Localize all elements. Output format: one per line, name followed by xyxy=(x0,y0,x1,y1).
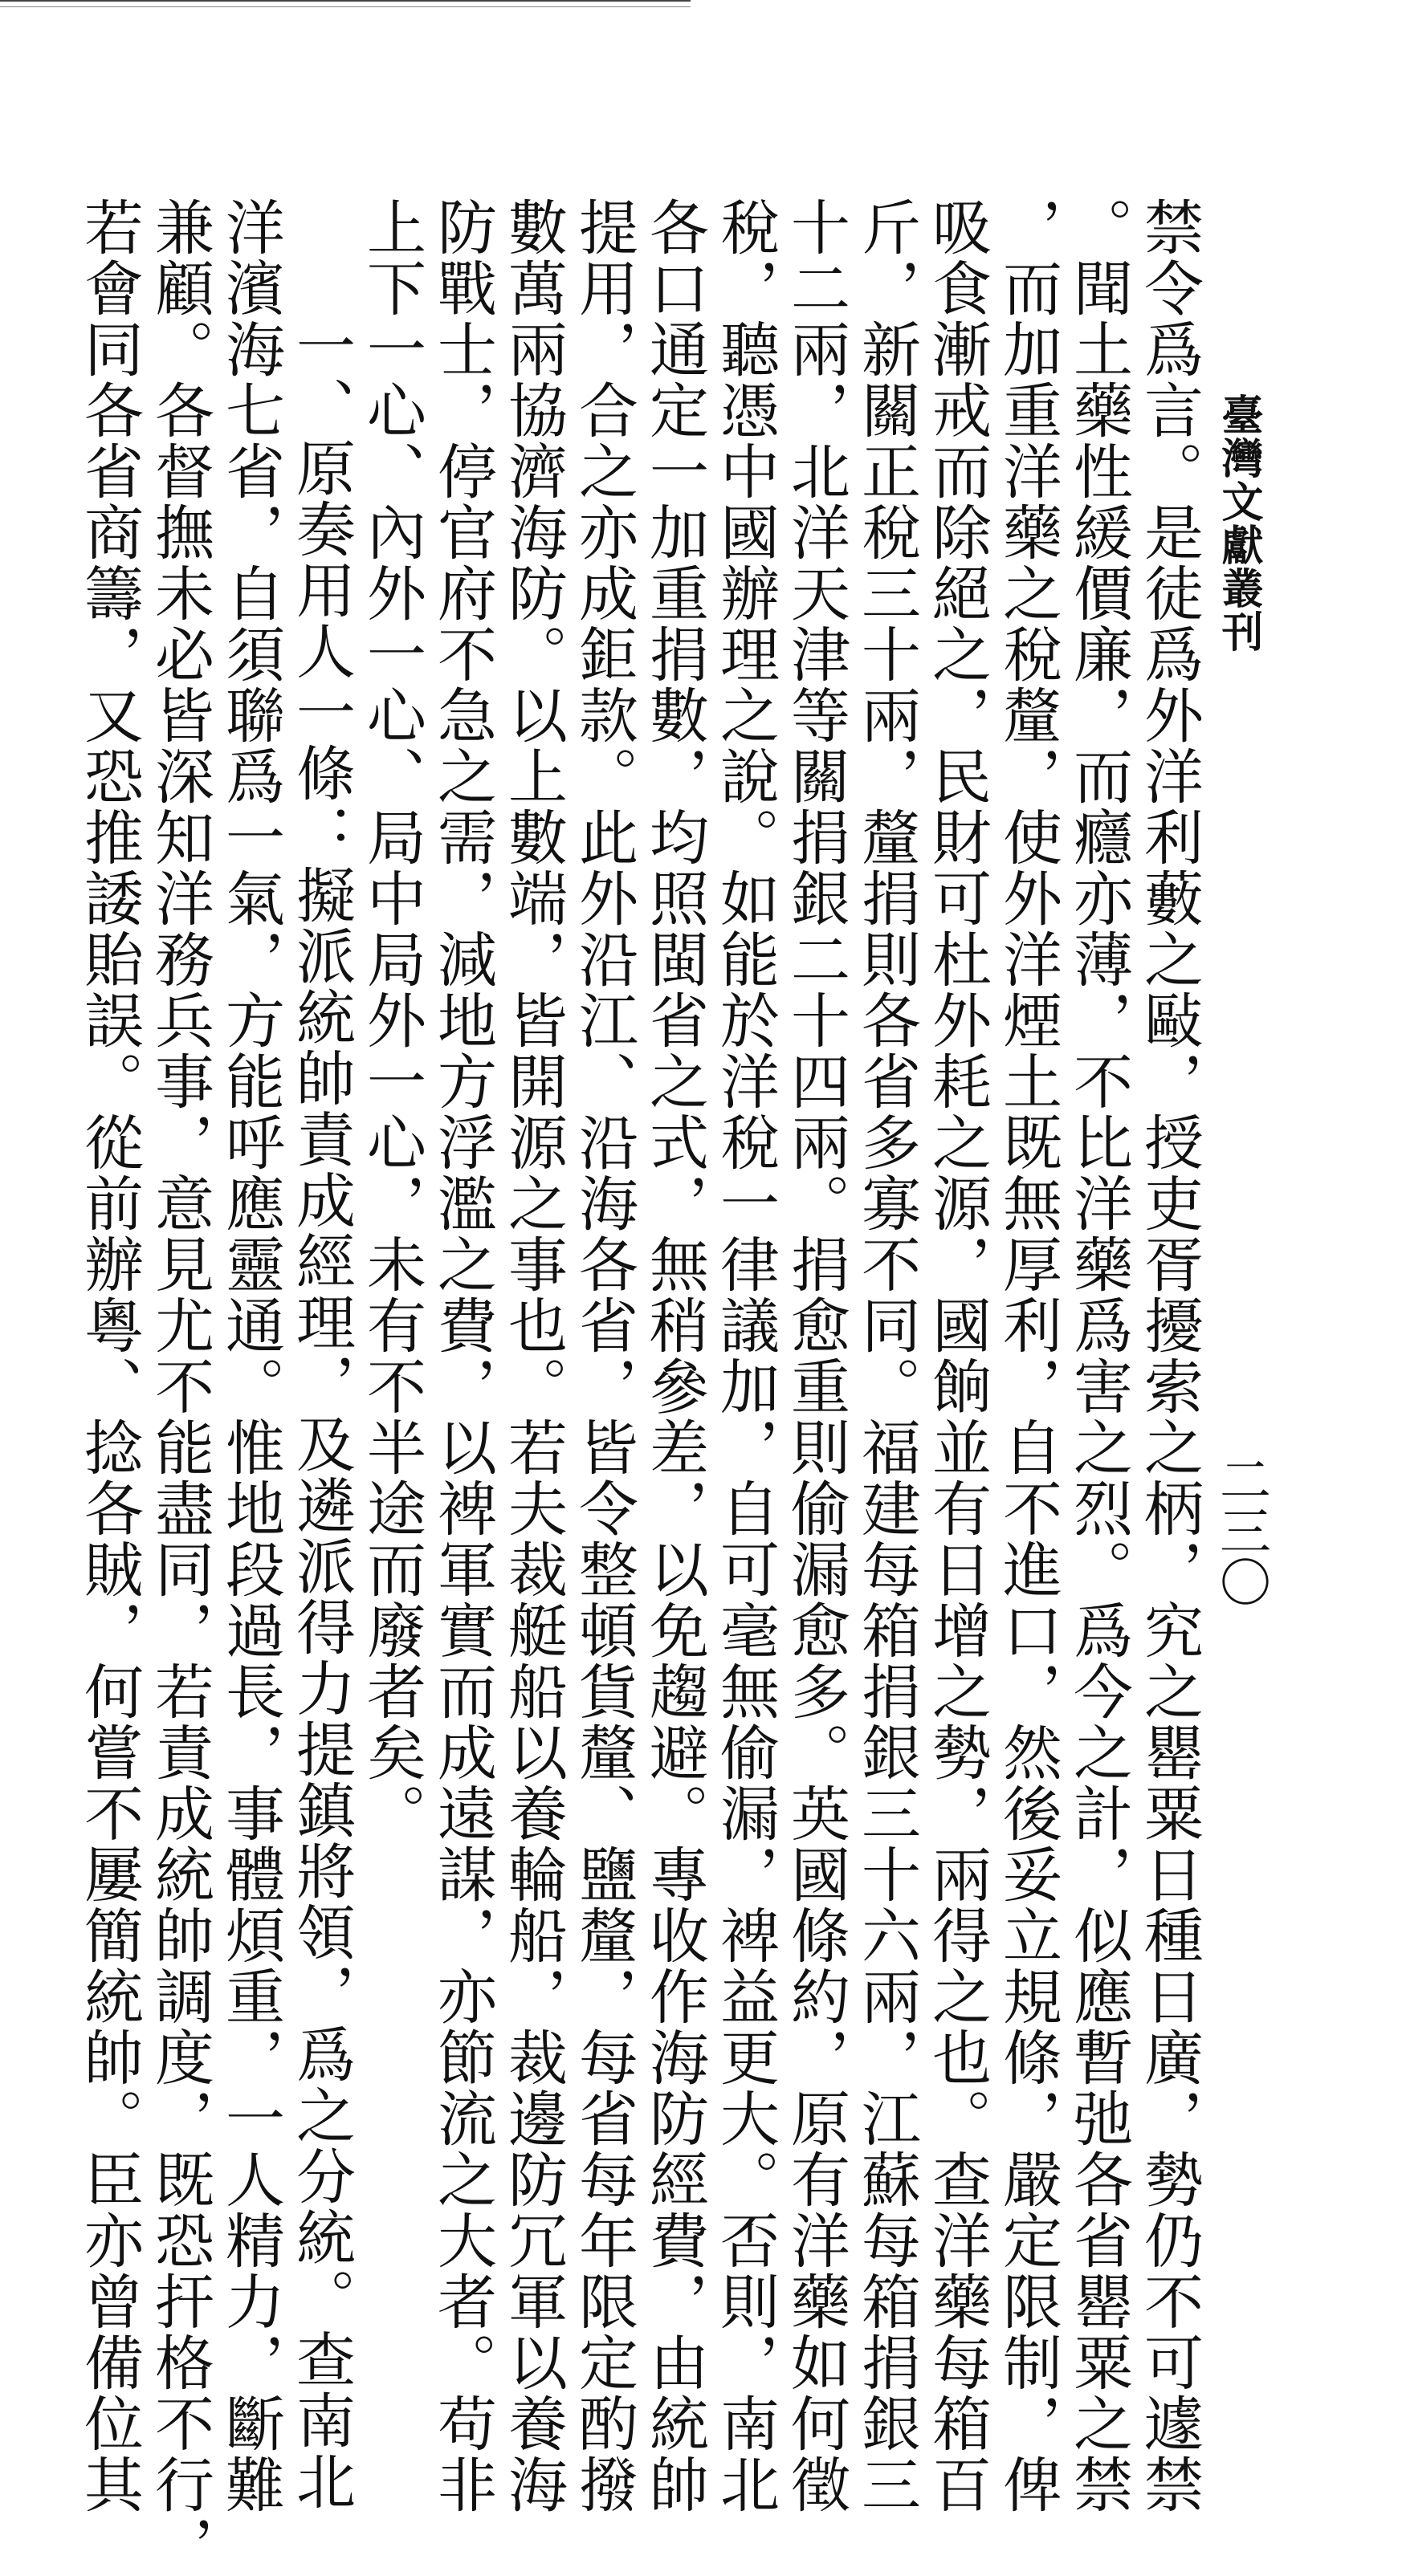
text-column: 上下一心、內外一心、局中局外一心，未有不半途而廢者矣。 xyxy=(357,197,426,1844)
text-column-item-start: 一、原奏用人一條：擬派統帥責成經理，及遴派得力提鎮將領，爲之分統。查南北 xyxy=(287,315,356,2512)
text-column: 。聞土藥性緩價廉，而癮亦薄，不比洋藥爲害之烈。爲今之計，似應暫弛各省罌粟之禁 xyxy=(1064,197,1133,2515)
text-column: 吸食漸戒而除絕之，民財可杜外耗之源，國餉並有日增之勢，兩得之也。查洋藥每箱百 xyxy=(923,197,992,2515)
page-number: 二三〇 xyxy=(1211,1453,1270,1607)
text-column: 防戰士，停官府不急之需，減地方浮濫之費，以裨軍實而成遠謀，亦節流之大者。苟非 xyxy=(428,197,497,2515)
text-column: 稅，聽憑中國辦理之說。如能於洋稅一律議加，自可毫無偷漏，裨益更大。否則，南北 xyxy=(711,197,780,2515)
text-column: 十二兩，北洋天津等關捐銀二十四兩。捐愈重則偷漏愈多。英國條約，原有洋藥如何徵 xyxy=(781,197,850,2515)
text-column: 禁令爲言。是徒爲外洋利藪之敺，授吏胥擾索之柄，究之罌粟日種日廣，勢仍不可遽禁 xyxy=(1135,197,1204,2515)
text-column: 數萬兩協濟海防。以上數端，皆開源之事也。若夫裁艇船以養輪船，裁邊防冗軍以養海 xyxy=(499,197,568,2515)
text-column: ，而加重洋藥之稅釐，使外洋煙土既無厚利，自不進口，然後妥立規條，嚴定限制，俾 xyxy=(993,197,1062,2515)
text-column: 兼顧。各督撫未必皆深知洋務兵事，意見尤不能盡同，若責成統帥調度，既恐扞格不行， xyxy=(145,197,214,2576)
body-text xyxy=(75,197,1204,2576)
text-column: 各口通定一加重捐數，均照閩省之式，無稍參差，以免趨避。專收作海防經費，由統帥 xyxy=(640,197,709,2515)
text-column: 洋濱海七省，自須聯爲一氣，方能呼應靈通。惟地段過長，事體煩重，一人精力，斷難 xyxy=(216,197,285,2515)
text-column: 斤，新關正稅三十兩，釐捐則各省多寡不同。福建每箱捐銀三十六兩，江蘇每箱捐銀三 xyxy=(852,197,921,2515)
text-column: 若會同各省商籌，又恐推諉貽誤。從前辦粵、捻各賊，何嘗不屢簡統帥。臣亦曾備位其 xyxy=(75,197,144,2515)
text-column: 提用，合之亦成鉅款。此外沿江、沿海各省，皆令整頓貨釐、鹽釐，每省每年限定酌撥 xyxy=(569,197,638,2515)
top-border-rule xyxy=(0,0,691,7)
journal-title: 臺灣文獻叢刊 xyxy=(1214,393,1263,653)
